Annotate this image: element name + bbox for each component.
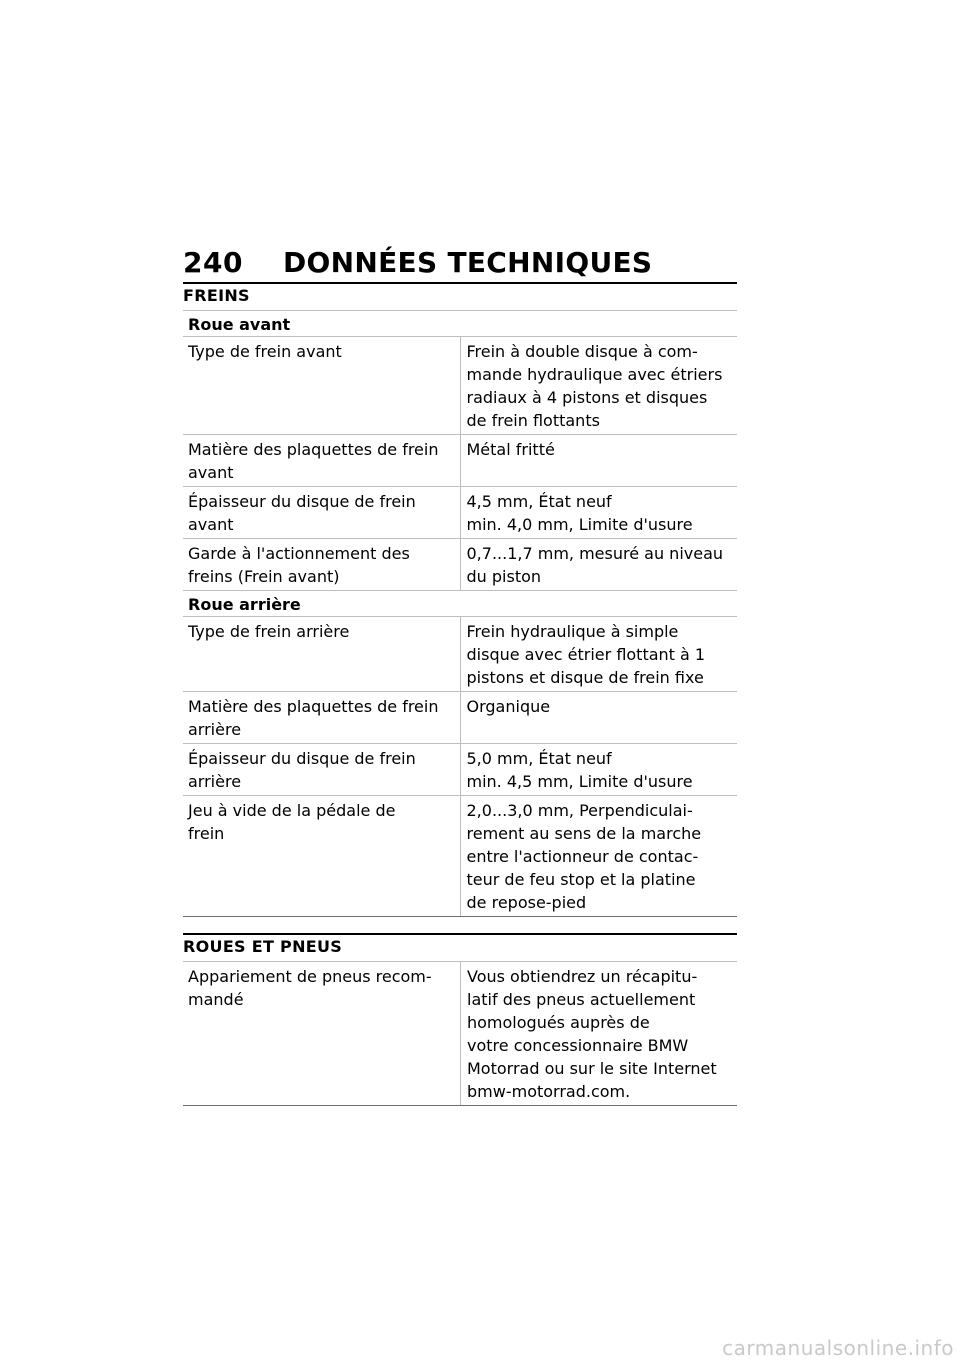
manual-page xyxy=(183,246,737,1106)
table-row xyxy=(183,692,737,744)
table-row xyxy=(183,435,737,487)
table-row xyxy=(183,744,737,796)
chapter-title: DONNÉES TECHNIQUES xyxy=(283,246,653,279)
spec-label: Épaisseur du disque de frein avant xyxy=(183,487,460,539)
table-row xyxy=(183,962,737,1106)
table-row xyxy=(183,796,737,917)
wheels-tyres-table xyxy=(183,961,737,1106)
table-row xyxy=(183,337,737,435)
spec-label: Type de frein arrière xyxy=(183,617,460,692)
spec-value: Frein à double disque à com- mande hydraulique avec étriers radiaux à 4 pistons et disques de frein flottants xyxy=(460,337,737,435)
group-label: Roue arrière xyxy=(183,591,737,617)
spec-label: Appariement de pneus recom- mandé xyxy=(183,962,461,1106)
group-row-rear-wheel xyxy=(183,591,737,617)
group-label: Roue avant xyxy=(183,311,737,337)
spec-label: Garde à l'actionnement des freins (Frein avant) xyxy=(183,539,460,591)
page-header xyxy=(183,246,737,282)
page-number: 240 xyxy=(183,246,243,279)
spec-label: Matière des plaquettes de frein avant xyxy=(183,435,460,487)
section-title-roues-et-pneus: ROUES ET PNEUS xyxy=(183,933,737,961)
spec-value: 2,0...3,0 mm, Perpendiculai- rement au sens de la marche entre l'actionneur de contac- teur de feu stop et la platine de repose-pied xyxy=(460,796,737,917)
spec-value: 4,5 mm, État neuf min. 4,0 mm, Limite d'usure xyxy=(460,487,737,539)
spec-value: 0,7...1,7 mm, mesuré au niveau du piston xyxy=(460,539,737,591)
table-row xyxy=(183,539,737,591)
brakes-table xyxy=(183,310,737,917)
table-row xyxy=(183,617,737,692)
section-title-freins: FREINS xyxy=(183,282,737,310)
spec-label: Épaisseur du disque de frein arrière xyxy=(183,744,460,796)
spec-value: Vous obtiendrez un récapitu- latif des pneus actuellement homologués auprès de votre concessionnaire BMW Motorrad ou sur le site Internet bmw-motorrad.com. xyxy=(461,962,738,1106)
spec-value: Frein hydraulique à simple disque avec étrier flottant à 1 pistons et disque de frein fixe xyxy=(460,617,737,692)
spec-value: Métal fritté xyxy=(460,435,737,487)
group-row-front-wheel xyxy=(183,311,737,337)
watermark: carmanualsonline.info xyxy=(722,1336,954,1360)
spec-label: Jeu à vide de la pédale de frein xyxy=(183,796,460,917)
spec-label: Matière des plaquettes de frein arrière xyxy=(183,692,460,744)
table-row xyxy=(183,487,737,539)
spec-value: 5,0 mm, État neuf min. 4,5 mm, Limite d'usure xyxy=(460,744,737,796)
spec-value: Organique xyxy=(460,692,737,744)
spec-label: Type de frein avant xyxy=(183,337,460,435)
